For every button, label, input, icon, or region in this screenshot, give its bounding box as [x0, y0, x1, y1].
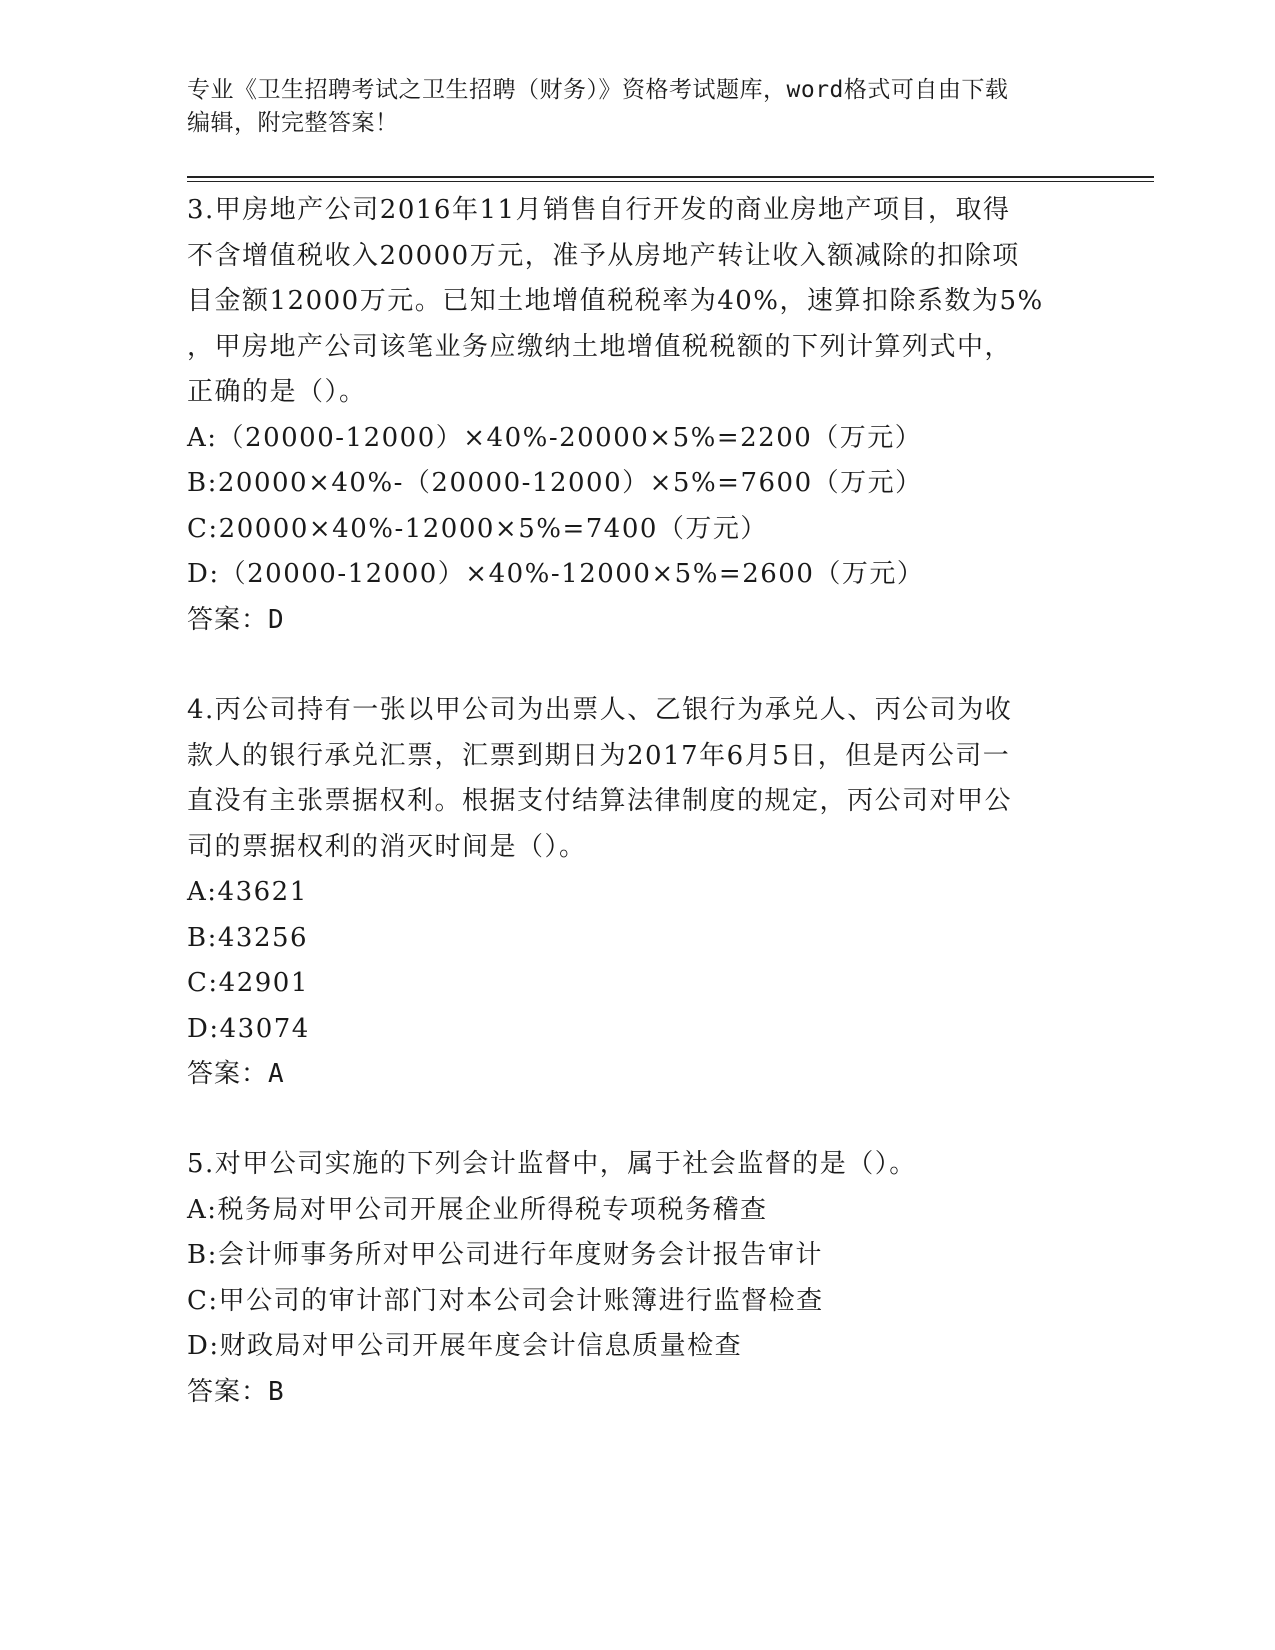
header-divider-thin: [187, 181, 1154, 182]
question-text: [187, 1142, 1087, 1188]
option-a: A:43621: [187, 877, 308, 907]
question-text: [187, 188, 1087, 416]
question-line: 直没有主张票据权利。根据支付结算法律制度的规定，丙公司对甲公: [187, 786, 1013, 816]
option-c: C:42901: [187, 968, 309, 998]
option-d: D:财政局对甲公司开展年度会计信息质量检查: [187, 1331, 743, 1361]
question-block: [187, 188, 1087, 643]
question-line: ，甲房地产公司该笔业务应缴纳土地增值税税额的下列计算列式中，: [187, 331, 1013, 362]
option-a: A:税务局对甲公司开展企业所得税专项税务稽查: [187, 1194, 768, 1225]
option-c: C:20000×40%-12000×5%=7400（万元）: [187, 513, 768, 544]
answer-line: 答案：B: [187, 1376, 285, 1407]
document-header: [187, 74, 1087, 140]
option-b: B:20000×40%-（20000-12000）×5%=7600（万元）: [187, 468, 923, 498]
question-line: 5.对甲公司实施的下列会计监督中，属于社会监督的是（）。: [187, 1149, 917, 1179]
question-line: 司的票据权利的消灭时间是（）。: [187, 831, 587, 862]
option-c: C:甲公司的审计部门对本公司会计账簿进行监督检查: [187, 1285, 824, 1316]
question-line: 3.甲房地产公司2016年11月销售自行开发的商业房地产项目，取得: [187, 195, 1011, 225]
header-divider: [187, 176, 1154, 178]
header-line: 专业《卫生招聘考试之卫生招聘（财务）》资格考试题库，word格式可自由下载: [187, 77, 1009, 103]
option-b: B:会计师事务所对甲公司进行年度财务会计报告审计: [187, 1240, 823, 1270]
question-block: [187, 1142, 1087, 1415]
answer-line: 答案：D: [187, 604, 285, 635]
question-line: 不含增值税收入20000万元，准予从房地产转让收入额减除的扣除项: [187, 240, 1020, 271]
option-a: A:（20000-12000）×40%-20000×5%=2200（万元）: [187, 422, 923, 453]
header-line: 编辑，附完整答案！: [187, 110, 399, 136]
option-d: D:43074: [187, 1013, 310, 1044]
question-text: [187, 688, 1087, 870]
question-block: [187, 688, 1087, 1098]
option-b: B:43256: [187, 922, 309, 953]
option-d: D:（20000-12000）×40%-12000×5%=2600（万元）: [187, 559, 925, 589]
question-line: 正确的是（）。: [187, 377, 367, 407]
answer-line: 答案：A: [187, 1059, 285, 1089]
question-line: 4.丙公司持有一张以甲公司为出票人、乙银行为承兑人、丙公司为收: [187, 695, 1013, 725]
question-line: 目金额12000万元。已知土地增值税税率为40%，速算扣除系数为5%: [187, 286, 1044, 316]
question-line: 款人的银行承兑汇票，汇票到期日为2017年6月5日，但是丙公司一: [187, 740, 1011, 771]
